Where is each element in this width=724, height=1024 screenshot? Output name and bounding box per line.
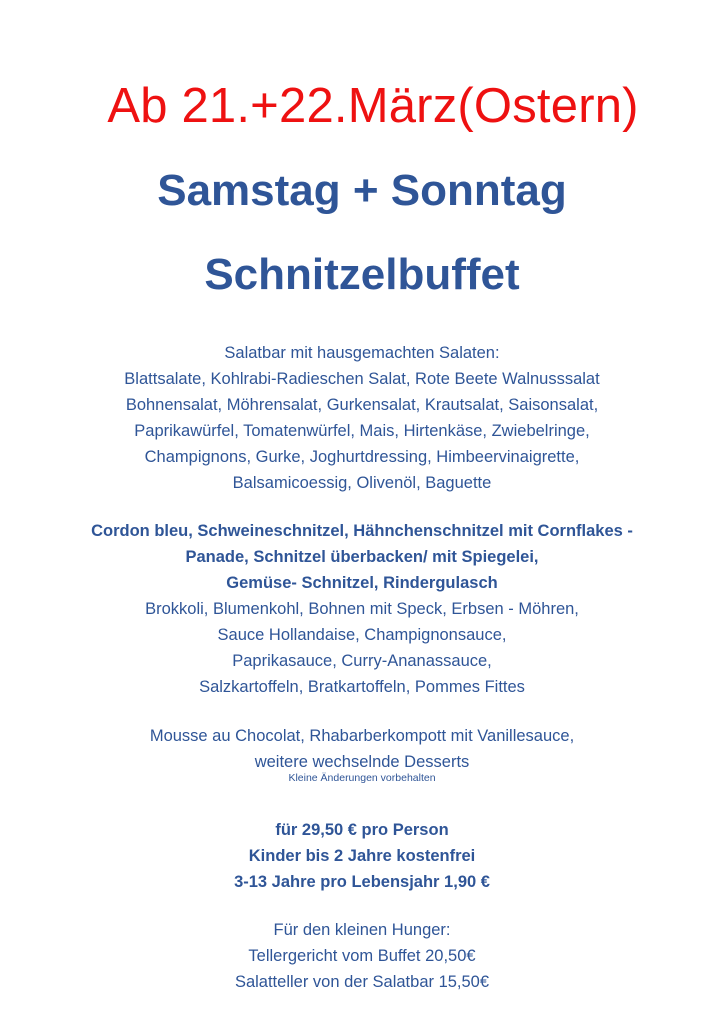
main-dish-line: Gemüse- Schnitzel, Rindergulasch [226,574,498,592]
side-dish-line: Brokkoli, Blumenkohl, Bohnen mit Speck, Erbsen - Möhren, [145,600,579,618]
price-line: Kinder bis 2 Jahre kostenfrei [248,847,476,865]
small-hunger-heading: Für den kleinen Hunger: [273,921,451,939]
price-line: für 29,50 € pro Person [275,821,449,839]
salad-line: Blattsalate, Kohlrabi-Radieschen Salat, Rote Beete Walnusssalat [124,370,600,388]
small-hunger-line: Tellergericht vom Buffet 20,50€ [248,947,476,965]
salad-line: Bohnensalat, Möhrensalat, Gurkensalat, Krautsalat, Saisonsalat, [125,396,599,414]
dessert-line: Mousse au Chocolat, Rhabarberkompott mit Vanillesauce, [149,727,575,745]
salad-line: Paprikawürfel, Tomatenwürfel, Mais, Hirtenkäse, Zwiebelringe, [134,422,590,440]
change-note: Kleine Änderungen vorbehalten [288,772,436,784]
small-hunger-line: Salatteller von der Salatbar 15,50€ [234,973,490,991]
date-heading: Ab 21.+22.März(Ostern) [107,79,639,133]
title-buffet: Schnitzelbuffet [204,250,520,299]
salad-intro: Salatbar mit hausgemachten Salaten: [224,344,500,362]
side-dish-line: Sauce Hollandaise, Champignonsauce, [217,626,507,644]
main-dish-line: Panade, Schnitzel überbacken/ mit Spiegelei, [185,548,539,566]
price-line: 3-13 Jahre pro Lebensjahr 1,90 € [234,873,490,891]
salad-line: Champignons, Gurke, Joghurtdressing, Himbeervinaigrette, [144,448,580,466]
side-dish-line: Paprikasauce, Curry-Ananassauce, [232,652,492,670]
title-days: Samstag + Sonntag [157,166,567,215]
main-dish-line: Cordon bleu, Schweineschnitzel, Hähnchenschnitzel mit Cornflakes - [91,522,633,540]
dessert-line: weitere wechselnde Desserts [254,753,470,771]
side-dish-line: Salzkartoffeln, Bratkartoffeln, Pommes Fittes [199,678,525,696]
salad-line: Balsamicoessig, Olivenöl, Baguette [232,474,492,492]
